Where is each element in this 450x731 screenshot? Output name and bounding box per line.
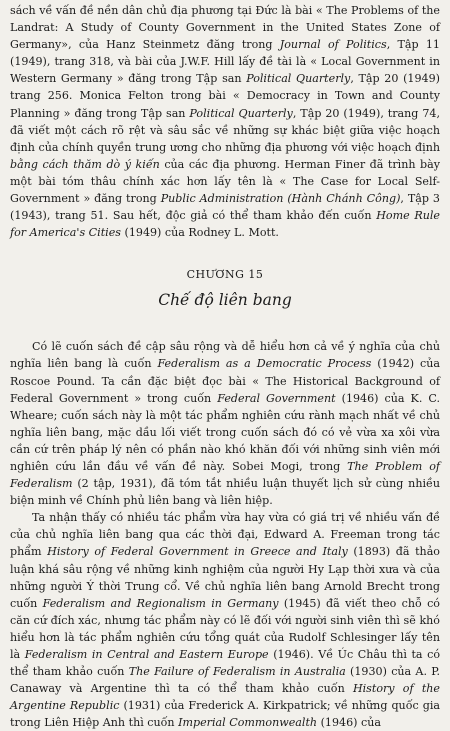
text-segment: sách về vấn đề nền dân chủ địa phương tại Đức là bài « The Problems of the Landrat: A Study of County Government in the United States Zone of Germany», của Hanz Steinmetz đăng trong <box>10 4 440 52</box>
text-segment: , Tập 20 (1949) trang 256. Monica Felton trong bài « Democracy in Town and County Planning » đăng trong Tập san <box>10 72 440 120</box>
italic-title-text: The Problem of Federalism <box>10 459 440 491</box>
italic-title-text: Federal Government <box>217 391 336 405</box>
italic-title-text: The Failure of Federalism in Australia <box>128 665 346 679</box>
paragraph <box>10 2 440 241</box>
text-segment: của các địa phương. Herman Finer đã trình bày một bài tóm thâu chính xác hơn lấy tên là « The Case for Local Self-Government » đăng trong <box>10 157 441 206</box>
text-segment: Ta nhận thấy có nhiều tác phẩm vừa hay vừa có giá trị về nhiều vấn đề của chủ nghĩa liên bang qua các thời đại, Edward A. Freeman trong tác phẩm <box>10 511 440 559</box>
italic-title-text: Imperial Commonwealth <box>178 716 318 730</box>
italic-title-text: Federalism and Regionalism in Germany <box>42 596 279 610</box>
text-segment: (1946) của <box>317 716 381 730</box>
text-segment: (1931) của Frederick A. Kirkpatrick; về những quốc gia trong Liên Hiệp Anh thì cuốn <box>10 699 440 730</box>
text-segment: , Tập 11 (1949), trang 318, và bài của J.W.F. Hill lấy đề tài là « Local Government in Western Germany » đăng trong Tập san <box>10 38 440 86</box>
italic-title-text: Federalism in Central and Eastern Europe <box>24 648 269 661</box>
text-segment: (1949) của Rodney L. Mott. <box>120 226 279 240</box>
italic-title-text: Journal of Politics <box>279 38 387 52</box>
text-segment: (1946). Về Úc Châu thì ta có thể tham khảo cuốn <box>10 648 441 679</box>
paragraph <box>10 509 440 731</box>
continued-text-block <box>10 2 440 241</box>
italic-title-text: Federalism as a Democratic Process <box>157 357 372 371</box>
chapter-title: Chế độ liên bang <box>158 291 292 310</box>
italic-title-text: bằng cách thăm dò ý kiến <box>10 157 160 171</box>
chapter-body-block <box>10 338 440 731</box>
text-segment: , Tập 3 (1943), trang 51. Sau hết, độc giả có thể tham khảo đến cuốn <box>10 192 440 223</box>
text-segment: Có lẽ cuốn sách đề cập sâu rộng và dễ hiểu hơn cả về ý nghĩa của chủ nghĩa liên bang là cuốn <box>10 340 440 371</box>
italic-title-text: Political Quarterly <box>246 72 351 86</box>
text-segment: (2 tập, 1931), đã tóm tắt nhiều luận thuyết lịch sử cùng nhiều biện minh về Chính phủ liên bang và liên hiệp. <box>10 477 440 508</box>
text-segment: (1945) đã viết theo chỗ có căn cứ đích xác, nhưng tác phẩm này có lẽ đối với người sinh viên thì sẽ khó hiểu hơn là tác phẩm nghiên cứu tổng quát của Rudolf Schlesinger lấy tên là <box>10 596 440 661</box>
text-segment: (1942) của Roscoe Pound. Ta cần đặc biệt đọc bài « The Historical Background of Federal Government » trong cuốn <box>10 357 440 405</box>
text-segment: (1946) của K. C. Wheare; cuốn sách này là một tác phẩm nghiên cứu rành mạch nhất về chủ nghĩa liên bang, mặc dầu lối viết trong cuốn sách đó có vẻ vừa xa xôi vừa cần cứ trên pháp lý nên có phần nào khó khăn đối với những sinh viên mới nghiên cứu lần đầu về vấn đề này. Sobei Mogi, trong <box>10 391 441 473</box>
italic-title-text: Public Administration (Hành Chánh Công) <box>160 192 401 206</box>
text-segment: , Tập 20 (1949), trang 74, đã viết một cách rõ rệt và sâu sắc về những sự khác biệt giữa việc hoạch định của chính quyền trung ương cho những địa phương với việc hoạch định <box>10 106 441 154</box>
text-segment: (1930) của A. P. Canaway và Argentine thì ta có thể tham khảo cuốn <box>10 665 440 696</box>
chapter-number: CHƯƠNG 15 <box>186 268 264 282</box>
italic-title-text: History of Federal Government in Greece and Italy <box>47 545 348 559</box>
italic-title-text: History of the Argentine Republic <box>10 682 440 713</box>
italic-title-text: Political Quarterly <box>189 106 293 120</box>
text-segment: (1893) đã thảo luận khá sâu rộng về những kinh nghiệm của người Hy Lạp thời xưa và của những người Ý thời Trung cổ. Về chủ nghĩa liên bang Arnold Brecht trong cuốn <box>10 545 440 610</box>
italic-title-text: Home Rule for America's Cities <box>10 209 440 240</box>
paragraph <box>10 338 440 509</box>
